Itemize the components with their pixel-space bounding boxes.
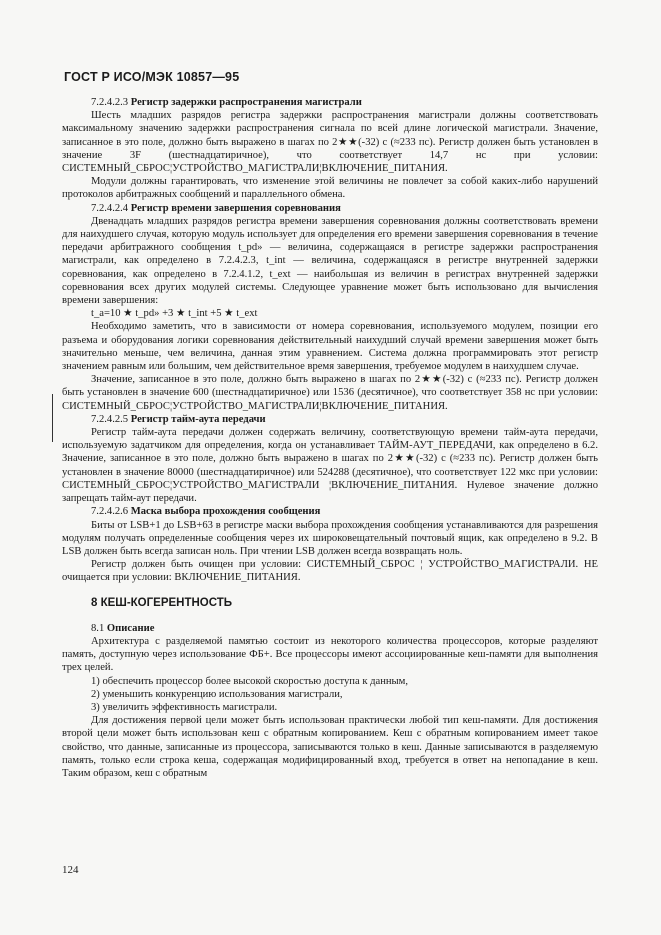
paragraph: Необходимо заметить, что в зависимости от номера соревнования, используемого модулем, позиции его разъема и оборудования логики соревнования действительный наихудший случай времени завершения может быть значительно меньше, чем величина, данная этим уравнением. Система должна программировать этот регистр значением равным или большим, чем действительное время завершения, требуемое модулем в наихудшем случае. — [62, 321, 598, 373]
section-number: 8.1 — [91, 622, 105, 634]
paragraph: Двенадцать младших разрядов регистра времени завершения соревнования должны соответствовать времени для наихудшего случая, которую модуль использует для определения его времени завершения соревнования в течение передачи арбитражного сообщения t_pd» — величина, содержащаяся в регистре задержки распространения магистрали, как определено в 7.2.4.2.3, t_int — величина, содержащаяся в регистре внутренней задержки соревнования, как определено в 7.2.4.1.2, t_ext — наибольшая из величин в регистрах внутренней задержки соревнования всех других модулей системы. Следующее уравнение может быть использовано для вычисления времени завершения: — [62, 215, 598, 307]
subsection-heading — [62, 96, 598, 109]
subsection-heading — [62, 202, 598, 215]
paragraph: Архитектура с разделяемой памятью состоит из некоторого количества процессоров, которые разделяют память, доступную через использование ФБ+. Все процессоры имеют ассоциированные кеш-памяти для выполнения трех целей. — [62, 635, 598, 674]
paragraph: Биты от LSB+1 до LSB+63 в регистре маски выбора прохождения сообщения устанавливаются для разрешения модулям получать определенные сообщения через их широковещательный почтовый ящик, как определено в 9.2. В LSB должен быть всегда записан ноль. При чтении LSB должен всегда возвращать ноль. — [62, 519, 598, 557]
subsection-title: Маска выбора прохождения сообщения — [130, 506, 321, 518]
chapter-title: 8 КЕШ-КОГЕРЕНТНОСТЬ — [91, 596, 233, 609]
subsection-number: 7.2.4.2.3 — [91, 97, 129, 108]
subsection-number: 7.2.4.2.5 — [91, 413, 129, 425]
list-item: 2) уменьшить конкуренцию использования магистрали, — [91, 688, 343, 700]
change-bar — [52, 394, 53, 442]
paragraph: Регистр тайм-аута передачи должен содержать величину, соответствующую времени тайм-аута передачи, используемую задатчиком для определения, когда он устанавливает ТАЙМ-АУТ_ПЕРЕДАЧИ, как определено в 6.2. Значение, записанное в это поле, должно быть выражено в шагах по 2★★(-32) с (≈233 пс). Регистр должен быть установлен в значение 80000 (шестнадцатиричное) или 524288 (десятичное), что соответствует 122 мкс при условии: СИСТЕМНЫЙ_СБРОС¦УСТРОЙСТВО_МАГИСТРАЛИ ¦ВКЛЮЧЕНИЕ_ПИТАНИЯ. Нулевое значение должно запрещать тайм-аут передачи. — [62, 427, 598, 505]
paragraph: Модули должны гарантировать, что изменение этой величины не повлечет за собой каких-либо нарушений протоколов арбитражных сообщений и параллельного обмена. — [62, 176, 598, 201]
document-body — [62, 96, 598, 780]
subsection-title: Регистр тайм-аута передачи — [130, 413, 266, 425]
paragraph: Регистр должен быть очищен при условии: СИСТЕМНЫЙ_СБРОС ¦ УСТРОЙСТВО_МАГИСТРАЛИ. НЕ очищается при условии: ВКЛЮЧЕНИЕ_ПИТАНИЯ. — [62, 559, 598, 584]
paragraph: Шесть младших разрядов регистра задержки распространения магистрали должны соответствовать максимальному значению задержки распространения сигнала по всей длине логической магистрали. Значение, записанное в это поле, должно быть выражено в шагах по 2★★(-32) с (≈233 пс). Регистр должен быть установлен в значение 3F (шестнадцатиричное), что соответствует 14,7 нс при условии: СИСТЕМНЫЙ_СБРОС¦УСТРОЙСТВО_МАГИСТРАЛИ¦ВКЛЮЧЕНИЕ_ПИТАНИЯ. — [62, 110, 598, 175]
page-header: ГОСТ Р ИСО/МЭК 10857—95 — [64, 70, 240, 84]
subsection-number: 7.2.4.2.6 — [91, 506, 129, 518]
subsection-heading — [62, 413, 598, 426]
list-item: 3) увеличить эффективность магистрали. — [91, 701, 278, 713]
subsection-number: 7.2.4.2.4 — [91, 202, 129, 214]
subsection-title: Регистр времени завершения соревнования — [130, 202, 341, 214]
page-number: 124 — [62, 864, 79, 876]
list-item: 1) обеспечить процессор более высокой скоростью доступа к данным, — [91, 675, 409, 687]
subsection-title: Регистр задержки распространения магистрали — [130, 97, 362, 108]
section-title: Описание — [106, 622, 155, 634]
subsection-heading — [62, 505, 598, 518]
paragraph: Значение, записанное в это поле, должно быть выражено в шагах по 2★★(-32) с (≈233 пс). Регистр должен быть установлен в значение 600 (шестнадцатиричное) или 1536 (десятичное), что соответствует 358 нс при условии: СИСТЕМНЫЙ_СБРОС¦УСТРОЙСТВО_МАГИСТРАЛИ¦ВКЛЮЧЕНИЕ_ПИТАНИЯ. — [62, 374, 598, 412]
section-heading — [62, 622, 598, 635]
paragraph: Для достижения первой цели может быть использован практически любой тип кеш-памяти. Для достижения второй цели может быть использован кеш с обратным копированием. Кеш с обратным копированием имеет такое свойство, что данные, записанные из процессора, записываются только в кеш. Данные записываются в разделяемую память, только если строка кеша, содержащая модифицированный вход, требуется в ответ на непопадание в кеш. Таким образом, кеш с обратным — [62, 715, 598, 779]
formula: t_a=10 ★ t_pd» +3 ★ t_int +5 ★ t_ext — [91, 308, 258, 320]
